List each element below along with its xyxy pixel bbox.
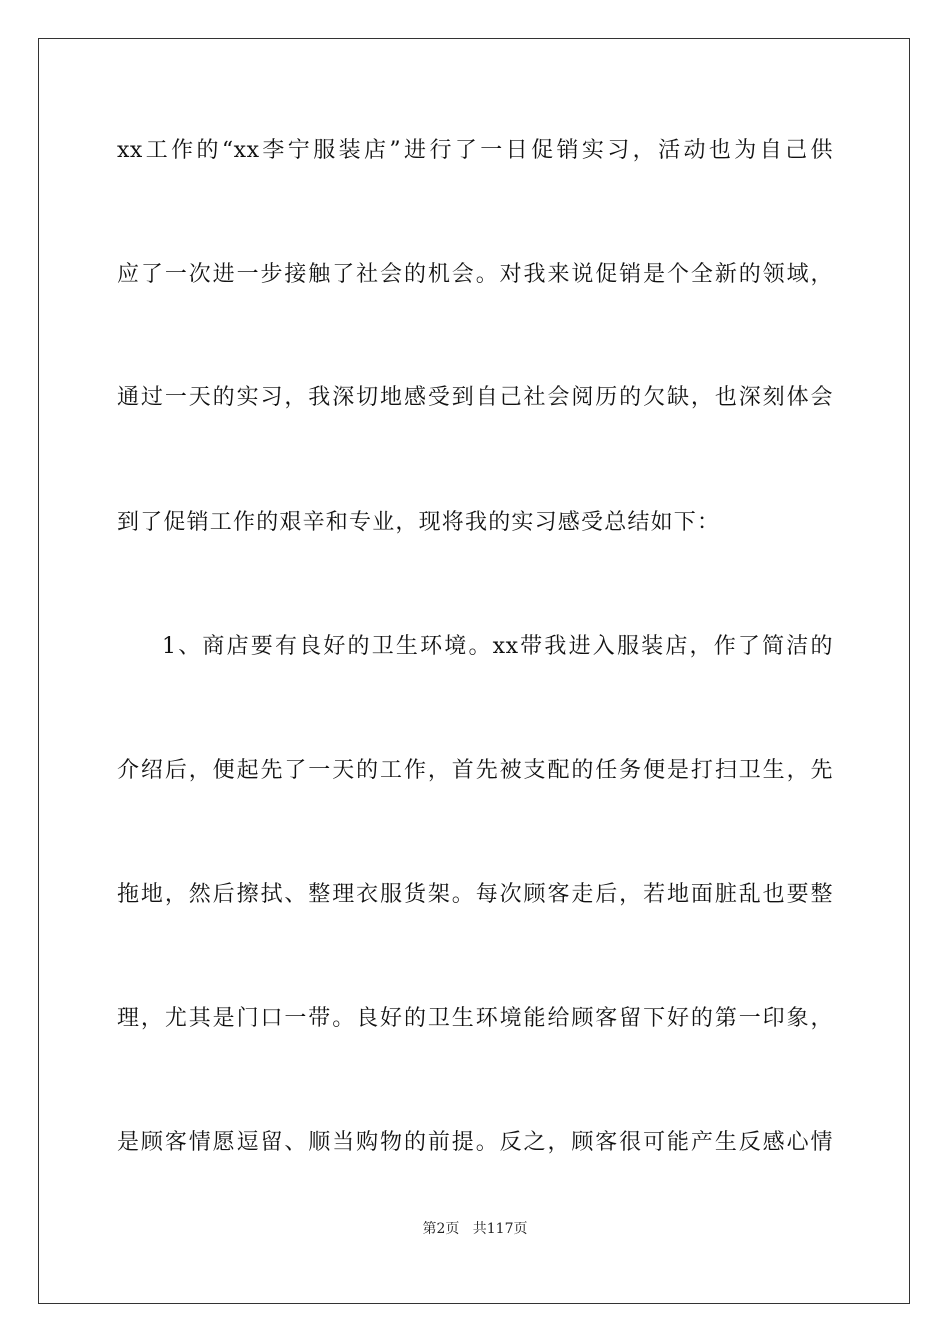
paragraph-line: 拖地，然后擦拭、整理衣服货架。每次顾客走后，若地面脏乱也要整: [117, 882, 833, 907]
paragraph-line: 1、商店要有良好的卫生环境。xx带我进入服装店，作了简洁的: [162, 634, 833, 659]
page-number: 第2页: [422, 1221, 460, 1237]
footer-spacer: [459, 1221, 472, 1237]
paragraph-line: 介绍后，便起先了一天的工作，首先被支配的任务便是打扫卫生，先: [117, 758, 833, 783]
paragraph-line: 应了一次进一步接触了社会的机会。对我来说促销是个全新的领域，: [117, 262, 833, 287]
paragraph-line: xx工作的“xx李宁服装店”进行了一日促销实习，活动也为自己供: [117, 138, 833, 163]
page-border: [38, 38, 910, 1304]
page-footer: [0, 1219, 950, 1239]
paragraph-line: 是顾客情愿逗留、顺当购物的前提。反之，顾客很可能产生反感心情: [117, 1130, 833, 1155]
paragraph-line: 到了促销工作的艰辛和专业，现将我的实习感受总结如下：: [117, 510, 721, 535]
paragraph-line: 通过一天的实习，我深切地感受到自己社会阅历的欠缺，也深刻体会: [117, 385, 833, 410]
paragraph-line: 理，尤其是门口一带。良好的卫生环境能给顾客留下好的第一印象，: [117, 1006, 833, 1031]
total-pages: 共117页: [472, 1221, 528, 1237]
